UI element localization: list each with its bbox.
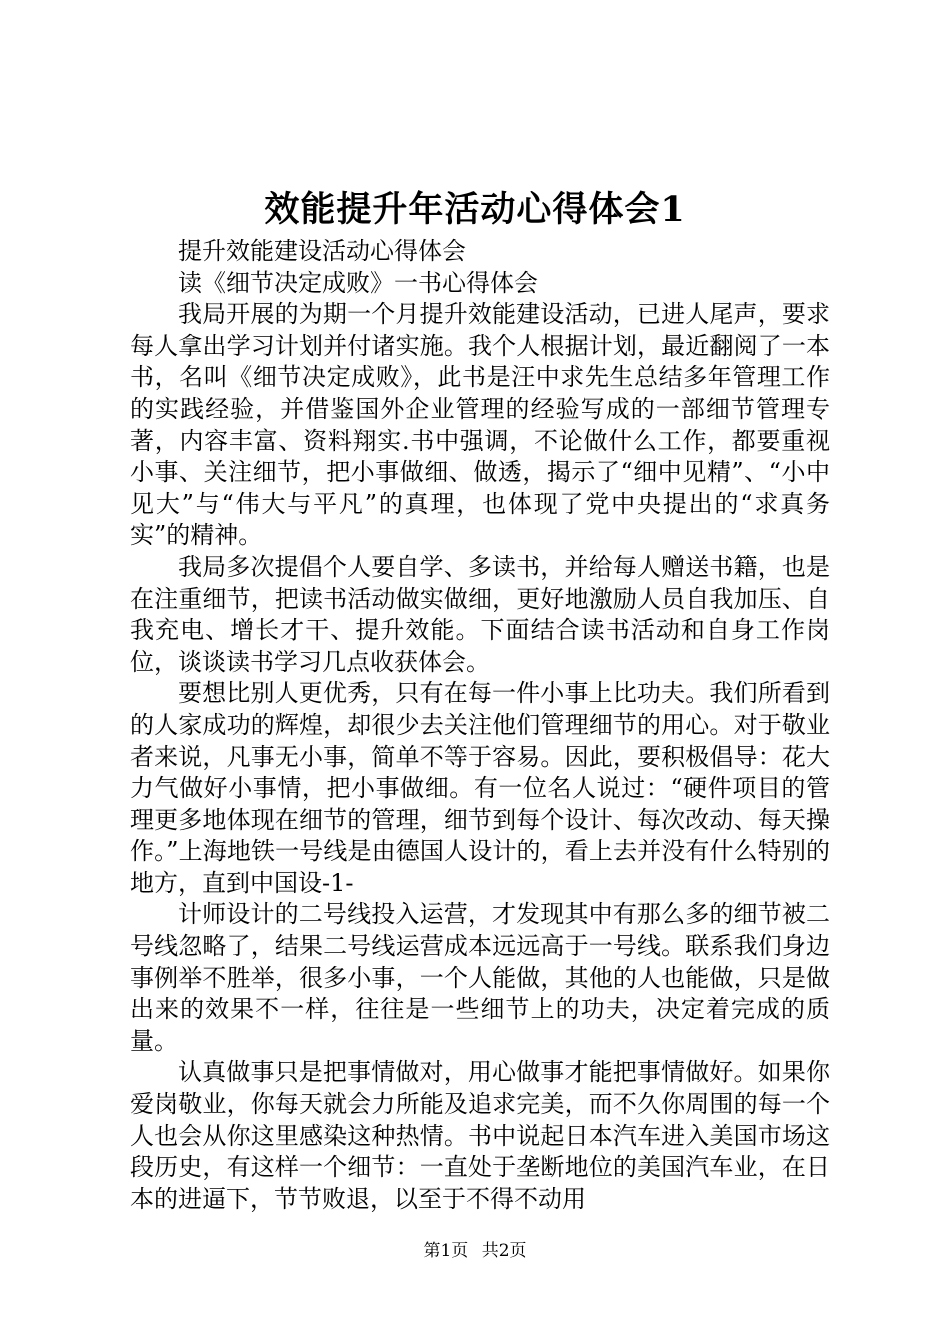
body-paragraph: 计师设计的二号线投入运营，才发现其中有那么多的细节被二号线忽略了，结果二号线运营成本远远高于一号线。联系我们身边事例举不胜举，很多小事，一个人能做，其他的人也能做，只是做出来的效果不一样，往往是一些细节上的功夫，决定着完成的质量。 <box>130 900 830 1055</box>
subtitle-line: 提升效能建设活动心得体会 <box>178 237 466 265</box>
body-paragraph: 认真做事只是把事情做对，用心做事才能把事情做好。如果你爱岗敬业，你每天就会力所能及追求完美，而不久你周围的每一个人也会从你这里感染这种热情。书中说起日本汽车进入美国市场这段历史，有这样一个细节：一直处于垄断地位的美国汽车业，在日本的进逼下，节节败退，以至于不得不动用 <box>130 1058 830 1213</box>
subtitle-line: 读《细节决定成败》一书心得体会 <box>178 268 538 297</box>
body-paragraph: 我局开展的为期一个月提升效能建设活动，已进人尾声，要求每人拿出学习计划并付诸实施。我个人根据计划，最近翻阅了一本书，名叫《细节决定成败》，此书是汪中求先生总结多年管理工作的实践经验，并借鉴国外企业管理的经验写成的一部细节管理专著，内容丰富、资料翔实.书中强调，不论做什么工作，都要重视小事、关注细节，把小事做细、做透，揭示了“细中见精”、“小中见大”与“伟大与平凡”的真理，也体现了党中央提出的“求真务实”的精神。 <box>130 300 830 550</box>
body-paragraph: 要想比别人更优秀，只有在每一件小事上比功夫。我们所看到的人家成功的辉煌，却很少去关注他们管理细节的用心。对于敬业者来说，凡事无小事，简单不等于容易。因此，要积极倡导：花大力气做好小事情，把小事做细。有一位名人说过：“硬件项目的管理更多地体现在细节的管理，细节到每个设计、每次改动、每天操作。”上海地铁一号线是由德国人设计的，看上去并没有什么特别的地方，直到中国设-1- <box>130 679 830 897</box>
page-total: 共2页 <box>481 1241 527 1261</box>
body-paragraph: 我局多次提倡个人要自学、多读书，并给每人赠送书籍，也是在注重细节，把读书活动做实做细，更好地激励人员自我加压、自我充电、增长才干、提升效能。下面结合读书活动和自身工作岗位，谈谈读书学习几点收获体会。 <box>130 552 830 676</box>
page-number: 第1页 <box>423 1241 469 1261</box>
document-body <box>130 236 830 1215</box>
page-footer <box>0 1239 950 1263</box>
document-title: 效能提升年活动心得体会1 <box>264 189 686 230</box>
